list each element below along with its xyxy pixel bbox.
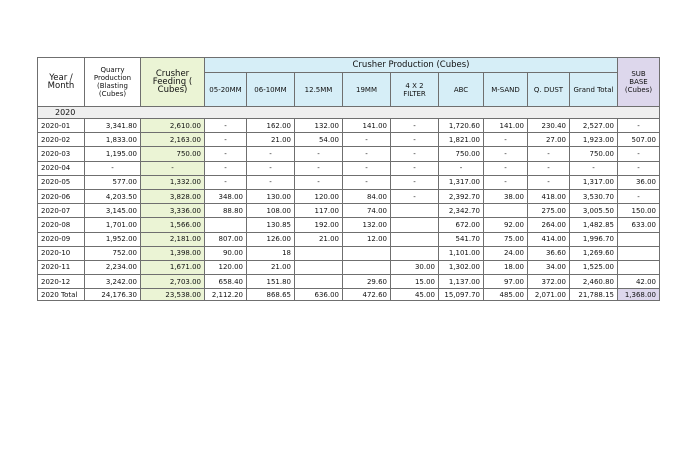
month-cell: 2020-02 — [38, 133, 85, 147]
value-cell: - — [343, 133, 391, 147]
value-cell: 151.80 — [247, 275, 295, 289]
value-cell: 192.00 — [295, 218, 343, 232]
value-cell: - — [343, 161, 391, 175]
value-cell: 4,203.50 — [85, 189, 141, 203]
value-cell: - — [141, 161, 205, 175]
sub-column-header: 05-20MM — [205, 73, 247, 107]
value-cell: 1,101.00 — [439, 246, 484, 260]
crusher-production-table — [37, 57, 660, 301]
value-cell: 1,482.85 — [570, 218, 618, 232]
sub-base-header: SUB BASE (Cubes) — [618, 58, 660, 107]
value-cell: - — [439, 161, 484, 175]
value-cell — [618, 246, 660, 260]
value-cell: 3,336.00 — [141, 204, 205, 218]
value-cell: 130.00 — [247, 189, 295, 203]
total-cell: 1,368.00 — [618, 289, 660, 301]
value-cell: 1,833.00 — [85, 133, 141, 147]
value-cell: 414.00 — [528, 232, 570, 246]
table-row — [38, 189, 660, 203]
value-cell: 21.00 — [247, 260, 295, 274]
value-cell: 88.80 — [205, 204, 247, 218]
value-cell: - — [247, 161, 295, 175]
value-cell: 3,341.80 — [85, 119, 141, 133]
total-cell: 45.00 — [391, 289, 439, 301]
sub-column-header: 4 X 2 FILTER — [391, 73, 439, 107]
value-cell: - — [618, 119, 660, 133]
value-cell — [205, 218, 247, 232]
value-cell: 1,137.00 — [439, 275, 484, 289]
value-cell: - — [528, 175, 570, 189]
value-cell: - — [391, 147, 439, 161]
value-cell: 97.00 — [484, 275, 528, 289]
value-cell: 750.00 — [439, 147, 484, 161]
value-cell — [618, 232, 660, 246]
value-cell: 633.00 — [618, 218, 660, 232]
value-cell: 42.00 — [618, 275, 660, 289]
total-cell: 15,097.70 — [439, 289, 484, 301]
value-cell: 1,317.00 — [439, 175, 484, 189]
value-cell: 1,269.60 — [570, 246, 618, 260]
month-cell: 2020-03 — [38, 147, 85, 161]
value-cell — [618, 260, 660, 274]
value-cell: - — [205, 133, 247, 147]
value-cell — [343, 260, 391, 274]
value-cell: 507.00 — [618, 133, 660, 147]
value-cell: 21.00 — [247, 133, 295, 147]
value-cell: - — [618, 161, 660, 175]
table-row — [38, 218, 660, 232]
value-cell: 1,317.00 — [570, 175, 618, 189]
month-cell: 2020-06 — [38, 189, 85, 203]
sub-column-header: 12.5MM — [295, 73, 343, 107]
value-cell: - — [570, 161, 618, 175]
value-cell: 3,530.70 — [570, 189, 618, 203]
value-cell: 1,195.00 — [85, 147, 141, 161]
sub-column-header: 06-10MM — [247, 73, 295, 107]
total-label: 2020 Total — [38, 289, 85, 301]
value-cell: 162.00 — [247, 119, 295, 133]
value-cell: 541.70 — [439, 232, 484, 246]
value-cell: 750.00 — [570, 147, 618, 161]
value-cell: 2,703.00 — [141, 275, 205, 289]
value-cell: 108.00 — [247, 204, 295, 218]
sub-column-header: ABC — [439, 73, 484, 107]
value-cell: - — [343, 175, 391, 189]
value-cell: 38.00 — [484, 189, 528, 203]
value-cell: 3,242.00 — [85, 275, 141, 289]
year-label: 2020 — [38, 107, 660, 119]
value-cell — [295, 275, 343, 289]
value-cell: 2,392.70 — [439, 189, 484, 203]
value-cell: 36.60 — [528, 246, 570, 260]
month-cell: 2020-12 — [38, 275, 85, 289]
total-row — [38, 289, 660, 301]
total-cell: 472.60 — [343, 289, 391, 301]
value-cell: 141.00 — [484, 119, 528, 133]
value-cell: 130.85 — [247, 218, 295, 232]
value-cell: 1,302.00 — [439, 260, 484, 274]
value-cell: 264.00 — [528, 218, 570, 232]
value-cell: 120.00 — [205, 260, 247, 274]
sub-column-header: M-SAND — [484, 73, 528, 107]
value-cell: 672.00 — [439, 218, 484, 232]
value-cell: 27.00 — [528, 133, 570, 147]
value-cell: 230.40 — [528, 119, 570, 133]
value-cell: - — [205, 147, 247, 161]
value-cell: 1,566.00 — [141, 218, 205, 232]
sub-column-header: 19MM — [343, 73, 391, 107]
value-cell: 36.00 — [618, 175, 660, 189]
table-body — [38, 107, 660, 301]
value-cell: - — [618, 189, 660, 203]
month-cell: 2020-01 — [38, 119, 85, 133]
value-cell: - — [343, 147, 391, 161]
value-cell: 2,234.00 — [85, 260, 141, 274]
value-cell — [295, 260, 343, 274]
value-cell: 1,996.70 — [570, 232, 618, 246]
value-cell: 2,610.00 — [141, 119, 205, 133]
value-cell: 54.00 — [295, 133, 343, 147]
value-cell: - — [484, 161, 528, 175]
value-cell — [295, 246, 343, 260]
value-cell: 658.40 — [205, 275, 247, 289]
value-cell: 1,701.00 — [85, 218, 141, 232]
quarry-production-header: Quarry Production (Blasting (Cubes) — [85, 58, 141, 107]
value-cell: 21.00 — [295, 232, 343, 246]
value-cell: - — [484, 133, 528, 147]
value-cell: 372.00 — [528, 275, 570, 289]
month-cell: 2020-09 — [38, 232, 85, 246]
value-cell: - — [391, 189, 439, 203]
value-cell: - — [205, 161, 247, 175]
value-cell: 24.00 — [484, 246, 528, 260]
year-month-header: Year / Month — [38, 58, 85, 107]
value-cell: 3,145.00 — [85, 204, 141, 218]
value-cell: 74.00 — [343, 204, 391, 218]
total-cell: 24,176.30 — [85, 289, 141, 301]
value-cell: - — [85, 161, 141, 175]
value-cell: 15.00 — [391, 275, 439, 289]
value-cell: - — [484, 175, 528, 189]
value-cell: - — [295, 161, 343, 175]
value-cell: - — [528, 147, 570, 161]
value-cell: 84.00 — [343, 189, 391, 203]
total-cell: 485.00 — [484, 289, 528, 301]
total-cell: 868.65 — [247, 289, 295, 301]
month-cell: 2020-07 — [38, 204, 85, 218]
value-cell: - — [247, 175, 295, 189]
month-cell: 2020-10 — [38, 246, 85, 260]
value-cell: - — [484, 147, 528, 161]
value-cell: 275.00 — [528, 204, 570, 218]
value-cell: - — [247, 147, 295, 161]
value-cell: 120.00 — [295, 189, 343, 203]
table-row — [38, 147, 660, 161]
value-cell: 1,332.00 — [141, 175, 205, 189]
value-cell: 141.00 — [343, 119, 391, 133]
table-row — [38, 260, 660, 274]
value-cell — [391, 204, 439, 218]
value-cell — [391, 232, 439, 246]
value-cell: - — [205, 175, 247, 189]
value-cell: 92.00 — [484, 218, 528, 232]
sub-column-header: Grand Total — [570, 73, 618, 107]
value-cell: - — [391, 175, 439, 189]
table-row — [38, 275, 660, 289]
value-cell: 577.00 — [85, 175, 141, 189]
table-row — [38, 161, 660, 175]
year-row — [38, 107, 660, 119]
value-cell: 2,460.80 — [570, 275, 618, 289]
table-row — [38, 232, 660, 246]
value-cell: 2,342.70 — [439, 204, 484, 218]
value-cell: 75.00 — [484, 232, 528, 246]
value-cell: 126.00 — [247, 232, 295, 246]
total-cell: 636.00 — [295, 289, 343, 301]
value-cell: 117.00 — [295, 204, 343, 218]
value-cell: - — [528, 161, 570, 175]
value-cell: 1,525.00 — [570, 260, 618, 274]
total-cell: 23,538.00 — [141, 289, 205, 301]
value-cell: 2,163.00 — [141, 133, 205, 147]
value-cell — [391, 218, 439, 232]
value-cell: 348.00 — [205, 189, 247, 203]
value-cell: - — [391, 133, 439, 147]
value-cell: 150.00 — [618, 204, 660, 218]
value-cell: 752.00 — [85, 246, 141, 260]
month-cell: 2020-11 — [38, 260, 85, 274]
value-cell: 750.00 — [141, 147, 205, 161]
value-cell: 3,005.50 — [570, 204, 618, 218]
total-cell: 2,112.20 — [205, 289, 247, 301]
value-cell: 132.00 — [295, 119, 343, 133]
value-cell: 18.00 — [484, 260, 528, 274]
table-row — [38, 204, 660, 218]
value-cell: 1,720.60 — [439, 119, 484, 133]
value-cell: 1,671.00 — [141, 260, 205, 274]
table-row — [38, 246, 660, 260]
value-cell: - — [391, 161, 439, 175]
value-cell: - — [295, 147, 343, 161]
month-cell: 2020-04 — [38, 161, 85, 175]
value-cell: 90.00 — [205, 246, 247, 260]
crusher-production-header: Crusher Production (Cubes) — [205, 58, 618, 73]
value-cell: 807.00 — [205, 232, 247, 246]
value-cell: 132.00 — [343, 218, 391, 232]
value-cell: 1,821.00 — [439, 133, 484, 147]
value-cell: 418.00 — [528, 189, 570, 203]
table-row — [38, 119, 660, 133]
value-cell: 3,828.00 — [141, 189, 205, 203]
value-cell: 1,923.00 — [570, 133, 618, 147]
value-cell: 34.00 — [528, 260, 570, 274]
value-cell: 29.60 — [343, 275, 391, 289]
table-row — [38, 175, 660, 189]
value-cell: 1,952.00 — [85, 232, 141, 246]
value-cell: - — [295, 175, 343, 189]
total-cell: 2,071.00 — [528, 289, 570, 301]
value-cell: 18 — [247, 246, 295, 260]
value-cell: 12.00 — [343, 232, 391, 246]
value-cell — [484, 204, 528, 218]
value-cell: 2,527.00 — [570, 119, 618, 133]
value-cell: 2,181.00 — [141, 232, 205, 246]
table-row — [38, 133, 660, 147]
month-cell: 2020-05 — [38, 175, 85, 189]
value-cell — [391, 246, 439, 260]
value-cell — [343, 246, 391, 260]
value-cell: 30.00 — [391, 260, 439, 274]
value-cell: 1,398.00 — [141, 246, 205, 260]
sub-column-header: Q. DUST — [528, 73, 570, 107]
crusher-feeding-header: Crusher Feeding ( Cubes) — [141, 58, 205, 107]
month-cell: 2020-08 — [38, 218, 85, 232]
value-cell: - — [391, 119, 439, 133]
total-cell: 21,788.15 — [570, 289, 618, 301]
value-cell: - — [618, 147, 660, 161]
value-cell: - — [205, 119, 247, 133]
